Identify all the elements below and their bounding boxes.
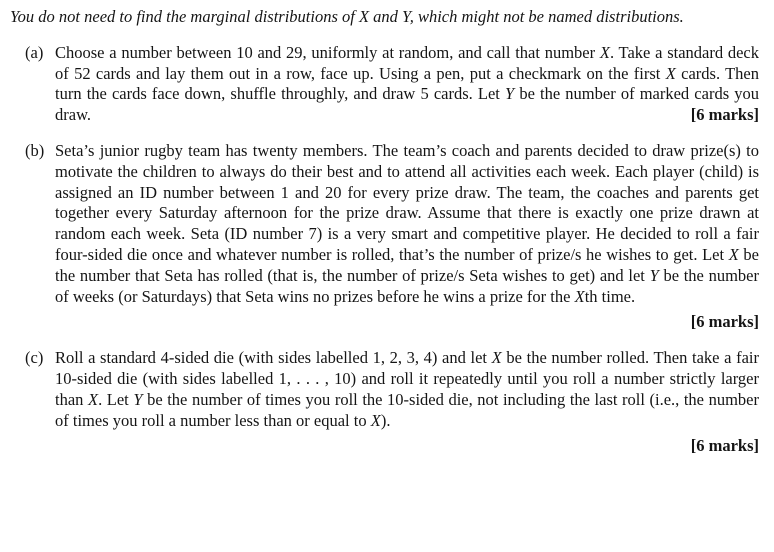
text-segment: be the number of marked cards you draw. [55,84,759,125]
item-c-content [55,348,759,457]
question-item-c [10,348,759,457]
item-c-text [55,348,759,431]
text-segment: Seta’s junior rugby team has twenty members. The team’s coach and parents decided to draw prize(s) to motivate the children to always do their best and to attend all activities each week. Each player (child) is assigned an ID number between 1 and 20 for every prize draw. The team, the coaches and parents get together every Saturday afternoon for the prize draw. Assume that there is exactly one prize drawn at random each week. Seta (ID number 7) is a very smart and competitive player. He decided to roll a fair four-sided die once and whatever number is rolled, that’s the number of prize/s he wishes to get. Let [55,140,759,264]
math-variable-y: Y [649,265,659,285]
math-variable-x: X [665,63,676,83]
item-b-label: (b) [25,140,45,160]
text-segment: Choose a number between 10 and 29, uniformly at random, and call that number [55,42,600,62]
text-segment: cards. Then turn the cards face down, shuffle throughly, and draw 5 cards. Let [55,63,759,104]
item-b-marks-badge: [6 marks] [690,312,759,332]
item-c-marks-badge: [6 marks] [690,436,759,456]
question-item-a [10,43,759,126]
math-variable-x: X [728,244,739,264]
item-b-text [55,141,759,307]
question-item-b [10,141,759,333]
text-segment: . Let [98,389,134,409]
math-variable-x: X [491,348,502,368]
text-segment: . Take a standard deck of 52 cards and lay them out in a row, face up. Using a pen, put a checkmark on the first [55,42,759,83]
item-b-content [55,141,759,333]
math-variable-x: X [599,42,610,62]
text-segment: be the number of times you roll the 10-sided die, not including the last roll (i.e., the number of times you roll a number less than or equal to [55,389,759,430]
text-segment: ). [380,410,391,430]
item-a-content [55,43,759,126]
text-segment: be the number of weeks (or Saturdays) that Seta wins no prizes before he wins a prize for the [55,265,759,306]
text-segment: Roll a standard 4-sided die (with sides labelled 1, 2, 3, 4) and let [55,348,492,368]
item-a-marks-badge: [6 marks] [690,105,759,125]
text-segment: th time. [584,286,636,306]
math-variable-x: X [574,286,585,306]
math-variable-y: Y [505,84,515,104]
text-segment: be the number that Seta has rolled (that is, the number of prize/s Seta wishes to get) and let [55,244,759,285]
intro-paragraph: You do not need to find the marginal distributions of X and Y, which might not be named distributions. [10,7,684,26]
math-variable-x: X [370,410,381,430]
text-segment: be the number rolled. Then take a fair 10-sided die (with sides labelled 1, . . . , 10) and roll it repeatedly until you roll a number strictly larger than [55,348,759,409]
item-a-text [55,43,759,126]
item-c-label: (c) [25,348,44,368]
math-variable-x: X [87,389,99,409]
math-variable-y: Y [133,389,143,409]
item-a-label: (a) [25,42,44,62]
